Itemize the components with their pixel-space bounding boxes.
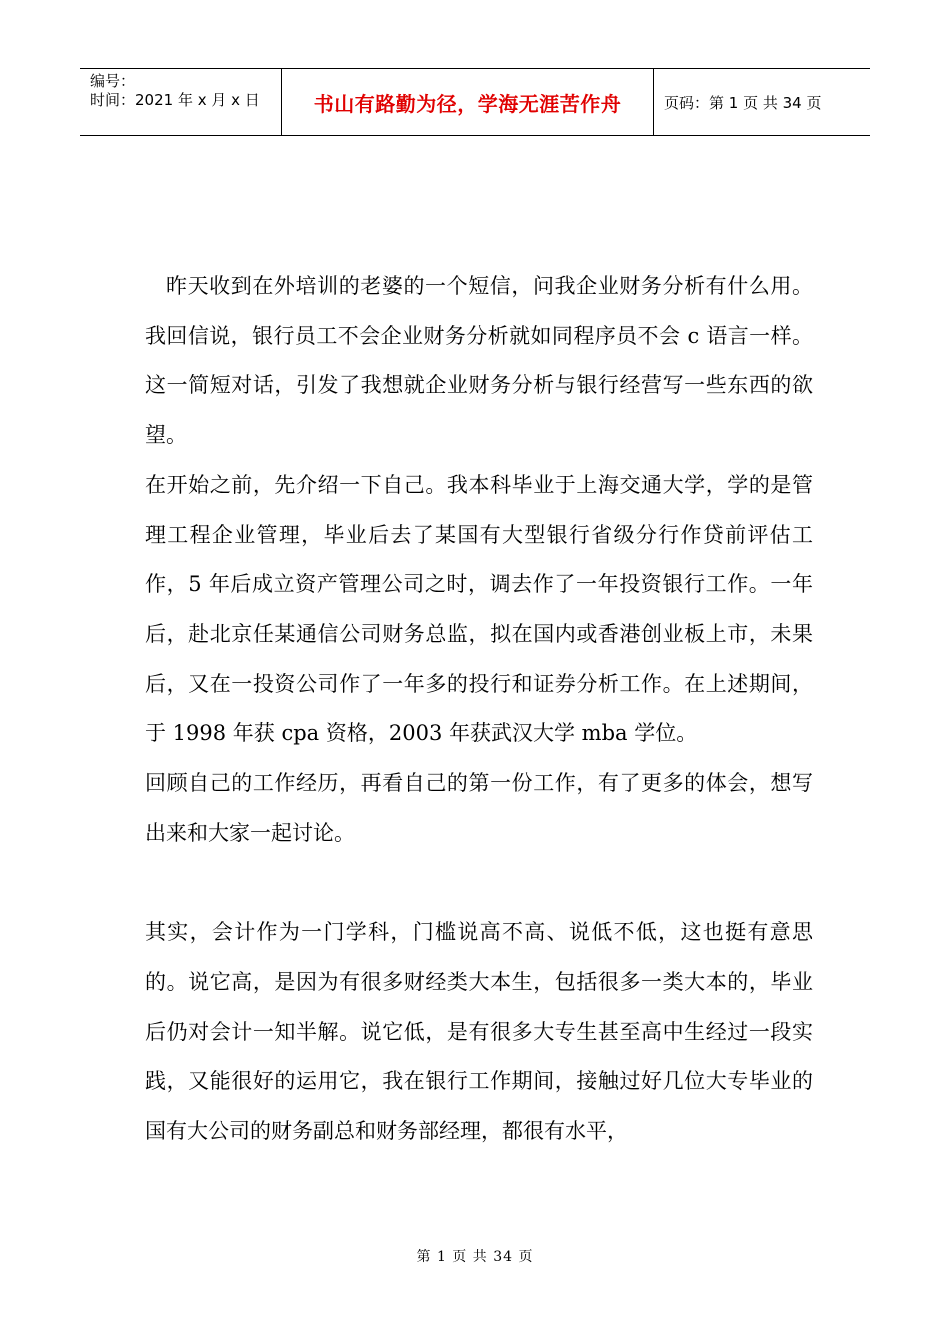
document-body xyxy=(145,262,813,1157)
header-motto: 书山有路勤为径，学海无涯苦作舟 xyxy=(282,69,654,135)
paragraph-self-introduction: 在开始之前，先介绍一下自己。我本科毕业于上海交通大学，学的是管理工程企业管理，毕业后去了某国有大型银行省级分行作贷前评估工作，5 年后成立资产管理公司之时，调去作了一年投资银行工作。一年后，赴北京任某通信公司财务总监，拟在国内或香港创业板上市，未果后，又在一投资公司作了一年多的投行和证券分析工作。在上述期间，于 1998 年获 cpa 资格，2003 年获武汉大学 mba 学位。 xyxy=(145,472,813,746)
paragraph-intro: 昨天收到在外培训的老婆的一个短信，问我企业财务分析有什么用。我回信说，银行员工不会企业财务分析就如同程序员不会 c 语言一样。这一简短对话，引发了我想就企业财务分析与银行经营写一些东西的欲望。 xyxy=(145,274,813,448)
page-footer: 第 1 页 共 34 页 xyxy=(416,1249,534,1265)
paragraph-gap xyxy=(145,858,813,908)
header-meta-cell xyxy=(80,69,282,135)
paragraph-accounting: 其实，会计作为一门学科，门槛说高不高、说低不低，这也挺有意思的。说它高，是因为有很多财经类大本生，包括很多一类大本的，毕业后仍对会计一知半解。说它低，是有很多大专生甚至高中生经过一段实践，又能很好的运用它，我在银行工作期间，接触过好几位大专毕业的国有大公司的财务副总和财务部经理，都很有水平， xyxy=(145,920,813,1143)
header-table xyxy=(80,68,870,136)
document-number-label: 编号： xyxy=(90,72,136,90)
header-page-info: 页码：第 1 页 共 34 页 xyxy=(664,93,822,112)
paragraph-reflection: 回顾自己的工作经历，再看自己的第一份工作，有了更多的体会，想写出来和大家一起讨论。 xyxy=(145,771,813,845)
document-time-label: 时间：2021 年 x 月 x 日 xyxy=(90,91,260,109)
